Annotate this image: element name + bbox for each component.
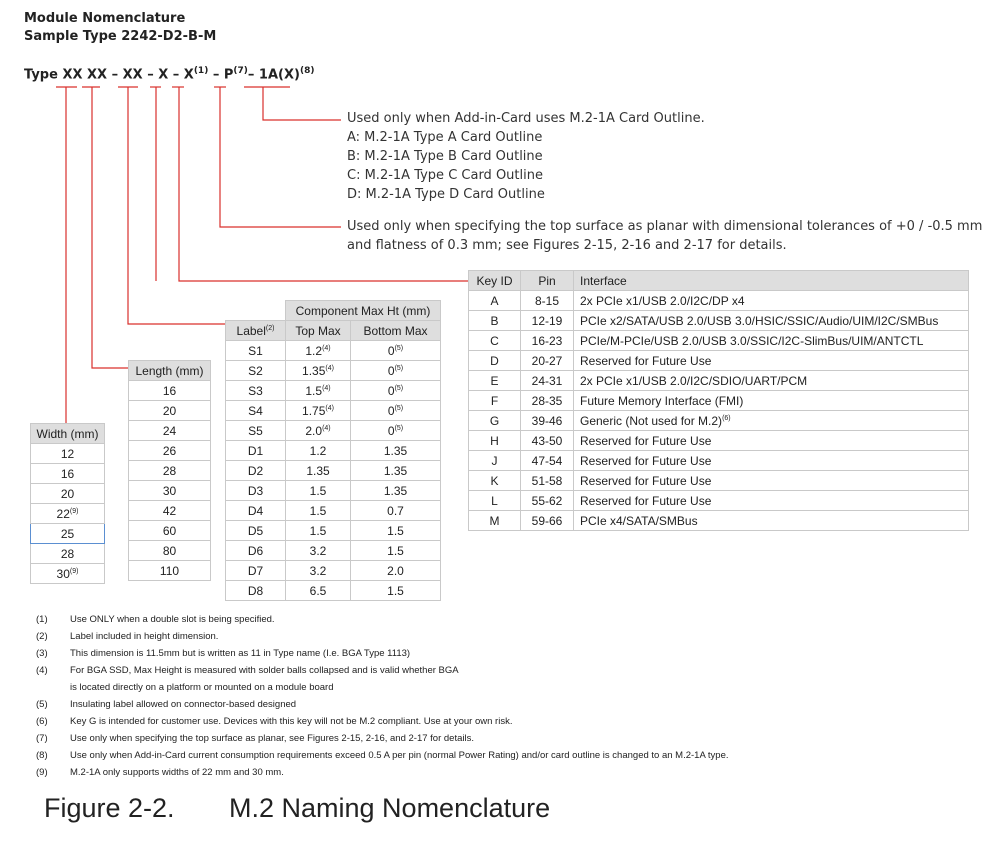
connector-label [128, 87, 225, 324]
table-row: 80 [129, 541, 211, 561]
planar-line-2: and flatness of 0.3 mm; see Figures 2-15, 2-16 and 2-17 for details. [347, 238, 787, 253]
type-string-prefix: Type XX XX – XX – X – X [24, 67, 194, 83]
table-row: S4 1.75$^{(4)}$ 0$^{(5)}$ [226, 401, 441, 421]
table-row: H 43-50 Reserved for Future Use [469, 431, 969, 451]
table-row: D5 1.5 1.5 [226, 521, 441, 541]
component-max-ht-header: Component Max Ht (mm) [286, 301, 441, 321]
table-row: L 55-62 Reserved for Future Use [469, 491, 969, 511]
length-table-header: Length (mm) [129, 361, 211, 381]
pin-header: Pin [521, 271, 574, 291]
table-row: 42 [129, 501, 211, 521]
table-row: D8 6.5 1.5 [226, 581, 441, 601]
type-string-end: – 1A(X) [247, 67, 300, 83]
footnote: (7) Use only when specifying the top surface as planar, see Figures 2-15, 2-16, and 2-17 for details. [36, 733, 474, 744]
table-row-selected: 25 [31, 524, 105, 544]
figure-caption [44, 793, 550, 824]
type-string-sup-8: (8) [299, 66, 315, 76]
table-row: 30 [129, 481, 211, 501]
card-outline-heading: Used only when Add-in-Card uses M.2-1A Card Outline. [347, 111, 705, 126]
sample-type-label: Sample Type 2242-D2-B-M [24, 29, 217, 44]
table-row: 110 [129, 561, 211, 581]
table-row: C 16-23 PCIe/M-PCIe/USB 2.0/USB 3.0/SSIC/I2C-SlimBus/UIM/ANTCTL [469, 331, 969, 351]
type-string-mid: – P [208, 67, 234, 83]
footnotes [36, 611, 729, 781]
table-row: K 51-58 Reserved for Future Use [469, 471, 969, 491]
table-row: 16 [129, 381, 211, 401]
card-outline-item-d: D: M.2-1A Type D Card Outline [347, 187, 545, 202]
footnote: (9) M.2-1A only supports widths of 22 mm and 30 mm. [36, 767, 284, 778]
table-row: F 28-35 Future Memory Interface (FMI) [469, 391, 969, 411]
label-height-table [225, 300, 441, 601]
table-row: 60 [129, 521, 211, 541]
width-table-header: Width (mm) [31, 424, 105, 444]
connector-length [92, 87, 128, 368]
footnote: (8) Use only when Add-in-Card current consumption requirements exceed 0.5 A per pin (normal Power Rating) and/or card outline is changed to an M.2-1A type. [36, 750, 729, 761]
connector-planar [220, 87, 341, 227]
figure-title: M.2 Naming Nomenclature [229, 793, 551, 823]
bottom-max-header: Bottom Max [351, 321, 441, 341]
figure-number: Figure 2-2. [44, 793, 175, 823]
planar-line-1: Used only when specifying the top surface as planar with dimensional tolerances of +0 / -0.5 mm [347, 219, 983, 234]
type-string-sup-7: (7) [233, 66, 248, 76]
table-row: D4 1.5 0.7 [226, 501, 441, 521]
table-row: 28 [31, 544, 105, 564]
table-row: D 20-27 Reserved for Future Use [469, 351, 969, 371]
table-row: 20 [129, 401, 211, 421]
table-row: 20 [31, 484, 105, 504]
table-row: 22$^{(9)}$ [31, 504, 105, 524]
table-row: 12 [31, 444, 105, 464]
width-table [30, 423, 105, 584]
table-row: S1 1.2$^{(4)}$ 0$^{(5)}$ [226, 341, 441, 361]
table-row: G 39-46 Generic (Not used for M.2)$^{(6)}$ [469, 411, 969, 431]
footnote: (4) For BGA SSD, Max Height is measured with solder balls collapsed and is valid whether BGA [36, 665, 459, 676]
top-max-header: Top Max [286, 321, 351, 341]
table-row: A 8-15 2x PCIe x1/USB 2.0/I2C/DP x4 [469, 291, 969, 311]
table-row: 24 [129, 421, 211, 441]
key-id-table [468, 270, 969, 531]
table-row: 28 [129, 461, 211, 481]
card-outline-description [347, 109, 705, 204]
footnote: (1) Use ONLY when a double slot is being specified. [36, 614, 275, 625]
card-outline-item-c: C: M.2-1A Type C Card Outline [347, 168, 543, 183]
table-row: S5 2.0$^{(4)}$ 0$^{(5)}$ [226, 421, 441, 441]
table-row: 26 [129, 441, 211, 461]
table-row: S2 1.35$^{(4)}$ 0$^{(5)}$ [226, 361, 441, 381]
table-row: D1 1.2 1.35 [226, 441, 441, 461]
planar-description [347, 217, 982, 255]
connector-card-outline [263, 87, 341, 120]
table-row: D7 3.2 2.0 [226, 561, 441, 581]
footnote: (6) Key G is intended for customer use. Devices with this key will not be M.2 compliant. Use at your own risk. [36, 716, 513, 727]
footnote: (5) Insulating label allowed on connector-based designed [36, 699, 297, 710]
key-id-header: Key ID [469, 271, 521, 291]
table-row: D3 1.5 1.35 [226, 481, 441, 501]
card-outline-item-b: B: M.2-1A Type B Card Outline [347, 149, 543, 164]
table-row: D2 1.35 1.35 [226, 461, 441, 481]
footnote: (2) Label included in height dimension. [36, 631, 219, 642]
type-string-sup-1: (1) [193, 66, 209, 76]
table-row: 16 [31, 464, 105, 484]
table-row: J 47-54 Reserved for Future Use [469, 451, 969, 471]
table-row: 30$^{(9)}$ [31, 564, 105, 584]
footnote: (3) This dimension is 11.5mm but is written as 11 in Type name (I.e. BGA Type 1113) [36, 648, 411, 659]
table-row: M 59-66 PCIe x4/SATA/SMBus [469, 511, 969, 531]
label-header: Label$^{(2)}$ [226, 321, 286, 341]
table-row: S3 1.5$^{(4)}$ 0$^{(5)}$ [226, 381, 441, 401]
table-row: B 12-19 PCIe x2/SATA/USB 2.0/USB 3.0/HSIC/SSIC/Audio/UIM/I2C/SMBus [469, 311, 969, 331]
table-row: E 24-31 2x PCIe x1/USB 2.0/I2C/SDIO/UART/PCM [469, 371, 969, 391]
footnote: is located directly on a platform or mounted on a module board [70, 682, 334, 693]
module-nomenclature-title: Module Nomenclature [24, 11, 186, 26]
interface-header: Interface [574, 271, 969, 291]
length-table [128, 360, 211, 581]
table-row: D6 3.2 1.5 [226, 541, 441, 561]
card-outline-item-a: A: M.2-1A Type A Card Outline [347, 130, 543, 145]
